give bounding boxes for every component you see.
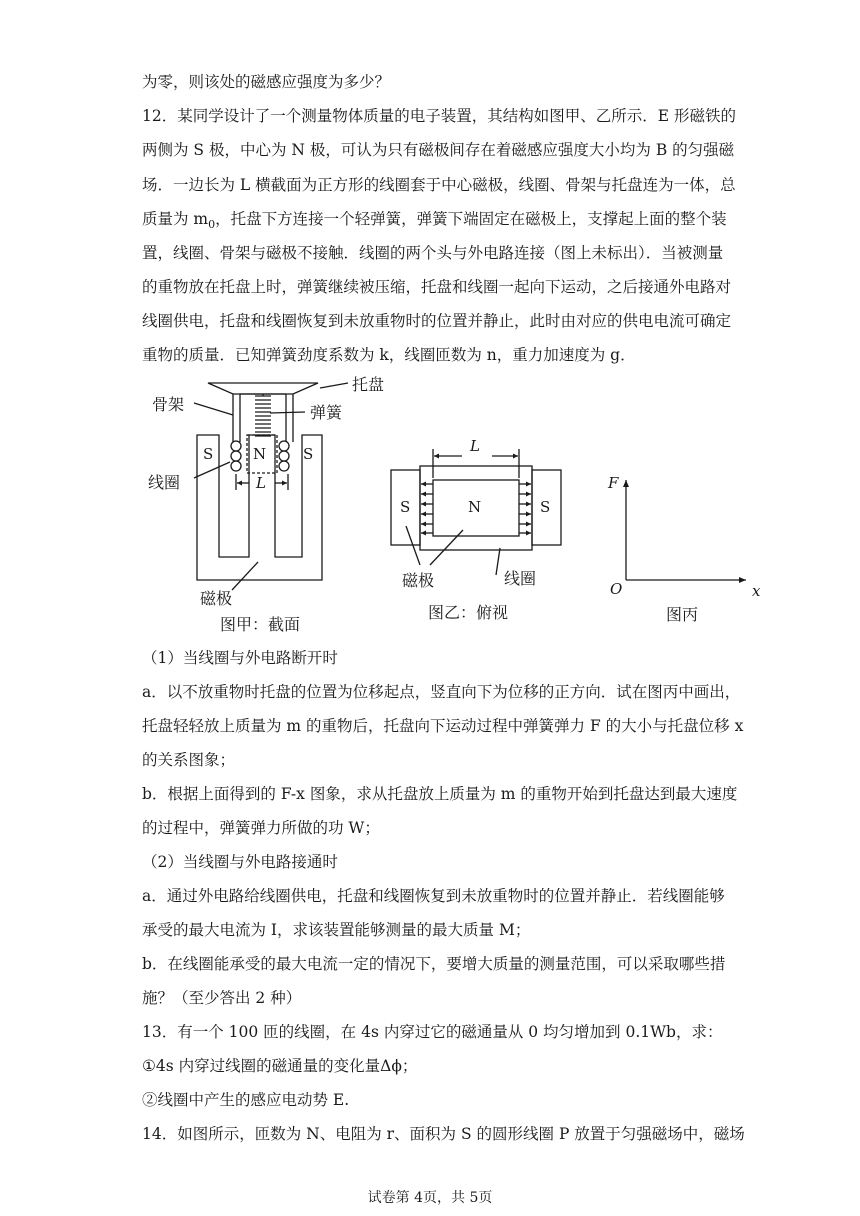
text-line-19: 施？（至少答出 2 种）: [142, 989, 302, 1007]
label-tuopan: 托盘: [352, 375, 385, 394]
label-l-jia: L: [256, 474, 266, 492]
text-frag-mass: 质量为 m: [142, 210, 209, 228]
text-line-18: b．在线圈能承受的最大电流一定的情况下，要增大质量的测量范围，可以采取哪些措: [142, 955, 726, 973]
text-line-17: 承受的最大电流为 I，求该装置能够测量的最大质量 M；: [142, 921, 531, 939]
label-n-jia: N: [253, 445, 267, 463]
text-line-6: 的重物放在托盘上时，弹簧继续被压缩，托盘和线圈一起向下运动，之后接通外电路对: [142, 278, 732, 296]
spring-shape: [255, 396, 271, 436]
figure-bing-axes: [626, 480, 746, 580]
text-line-10: a．以不放重物时托盘的位置为位移起点，竖直向下为位移的正方向．试在图丙中画出，: [142, 683, 741, 701]
label-tanhuang: 弹簧: [310, 403, 343, 422]
text-line-12: 的关系图象；: [142, 751, 236, 769]
label-s-left-jia: S: [203, 445, 214, 463]
label-ciji-jia: 磁极: [200, 589, 233, 608]
label-xianquan-yi: 线圈: [504, 569, 537, 588]
text-line-23: 14．如图所示，匝数为 N、电阻为 r、面积为 S 的圆形线圈 P 放置于匀强磁场中，磁场: [142, 1125, 745, 1143]
label-s-right-yi: S: [540, 498, 551, 516]
label-gujia: 骨架: [152, 395, 185, 414]
text-line-8: 重物的质量．已知弹簧劲度系数为 k，线圈匝数为 n，重力加速度为 g．: [142, 346, 636, 364]
label-n-yi: N: [468, 498, 482, 516]
text-line-13: b．根据上面得到的 F-x 图象，求从托盘放上质量为 m 的重物开始到托盘达到最大速度: [142, 785, 738, 803]
label-x-axis: x: [752, 582, 761, 600]
text-frag-rest: ，托盘下方连接一个轻弹簧，弹簧下端固定在磁极上，支撑起上面的整个装: [215, 210, 727, 228]
text-line-15: （2）当线圈与外电路接通时: [142, 853, 338, 871]
label-xianquan-jia: 线圈: [148, 473, 181, 492]
text-line-2: 两侧为 S 极，中心为 N 极，可认为只有磁极间存在着磁感应强度大小均为 B 的匀强磁: [142, 141, 735, 159]
text-line-7: 线圈供电，托盘和线圈恢复到未放重物时的位置并静止，此时由对应的供电电流可确定: [142, 312, 732, 330]
subscript-zero: 0: [208, 218, 216, 232]
caption-yi: 图乙：俯视: [428, 603, 509, 622]
caption-jia: 图甲：截面: [220, 615, 301, 634]
label-s-right-jia: S: [303, 445, 314, 463]
text-line-1: 12．某同学设计了一个测量物体质量的电子装置，其结构如图甲、乙所示．E 形磁铁的: [142, 107, 736, 125]
text-line-0: 为零，则该处的磁感应强度为多少？: [142, 73, 391, 91]
text-line-16: a．通过外电路给线圈供电，托盘和线圈恢复到未放重物时的位置并静止．若线圈能够: [142, 887, 725, 905]
text-line-5: 置，线圈、骨架与磁极不接触．线圈的两个头与外电路连接（图上未标出）．当被测量: [142, 244, 724, 262]
caption-bing: 图丙: [666, 605, 699, 624]
label-l-yi: L: [470, 437, 480, 455]
label-ciji-yi: 磁极: [402, 571, 435, 590]
page-footer: 试卷第 4页，共 5页: [367, 1190, 493, 1206]
text-line-14: 的过程中，弹簧弹力所做的功 W；: [142, 819, 380, 837]
text-line-3: 场．一边长为 L 横截面为正方形的线圈套于中心磁极，线圈、骨架与托盘连为一体，总: [142, 176, 736, 194]
label-s-left-yi: S: [400, 498, 411, 516]
text-line-20: 13．有一个 100 匝的线圈，在 4s 内穿过它的磁通量从 0 均匀增加到 0.1Wb，求：: [142, 1023, 723, 1041]
text-line-21: ①4s 内穿过线圈的磁通量的变化量Δϕ；: [142, 1057, 418, 1075]
label-f-axis: F: [608, 474, 619, 492]
text-line-9: （1）当线圈与外电路断开时: [142, 649, 338, 667]
text-line-11: 托盘轻轻放上质量为 m 的重物后，托盘向下运动过程中弹簧弹力 F 的大小与托盘位移 x: [142, 717, 744, 735]
label-origin: O: [610, 580, 623, 598]
text-line-22: ②线圈中产生的感应电动势 E.: [142, 1091, 350, 1109]
tray-shape: [208, 383, 318, 394]
